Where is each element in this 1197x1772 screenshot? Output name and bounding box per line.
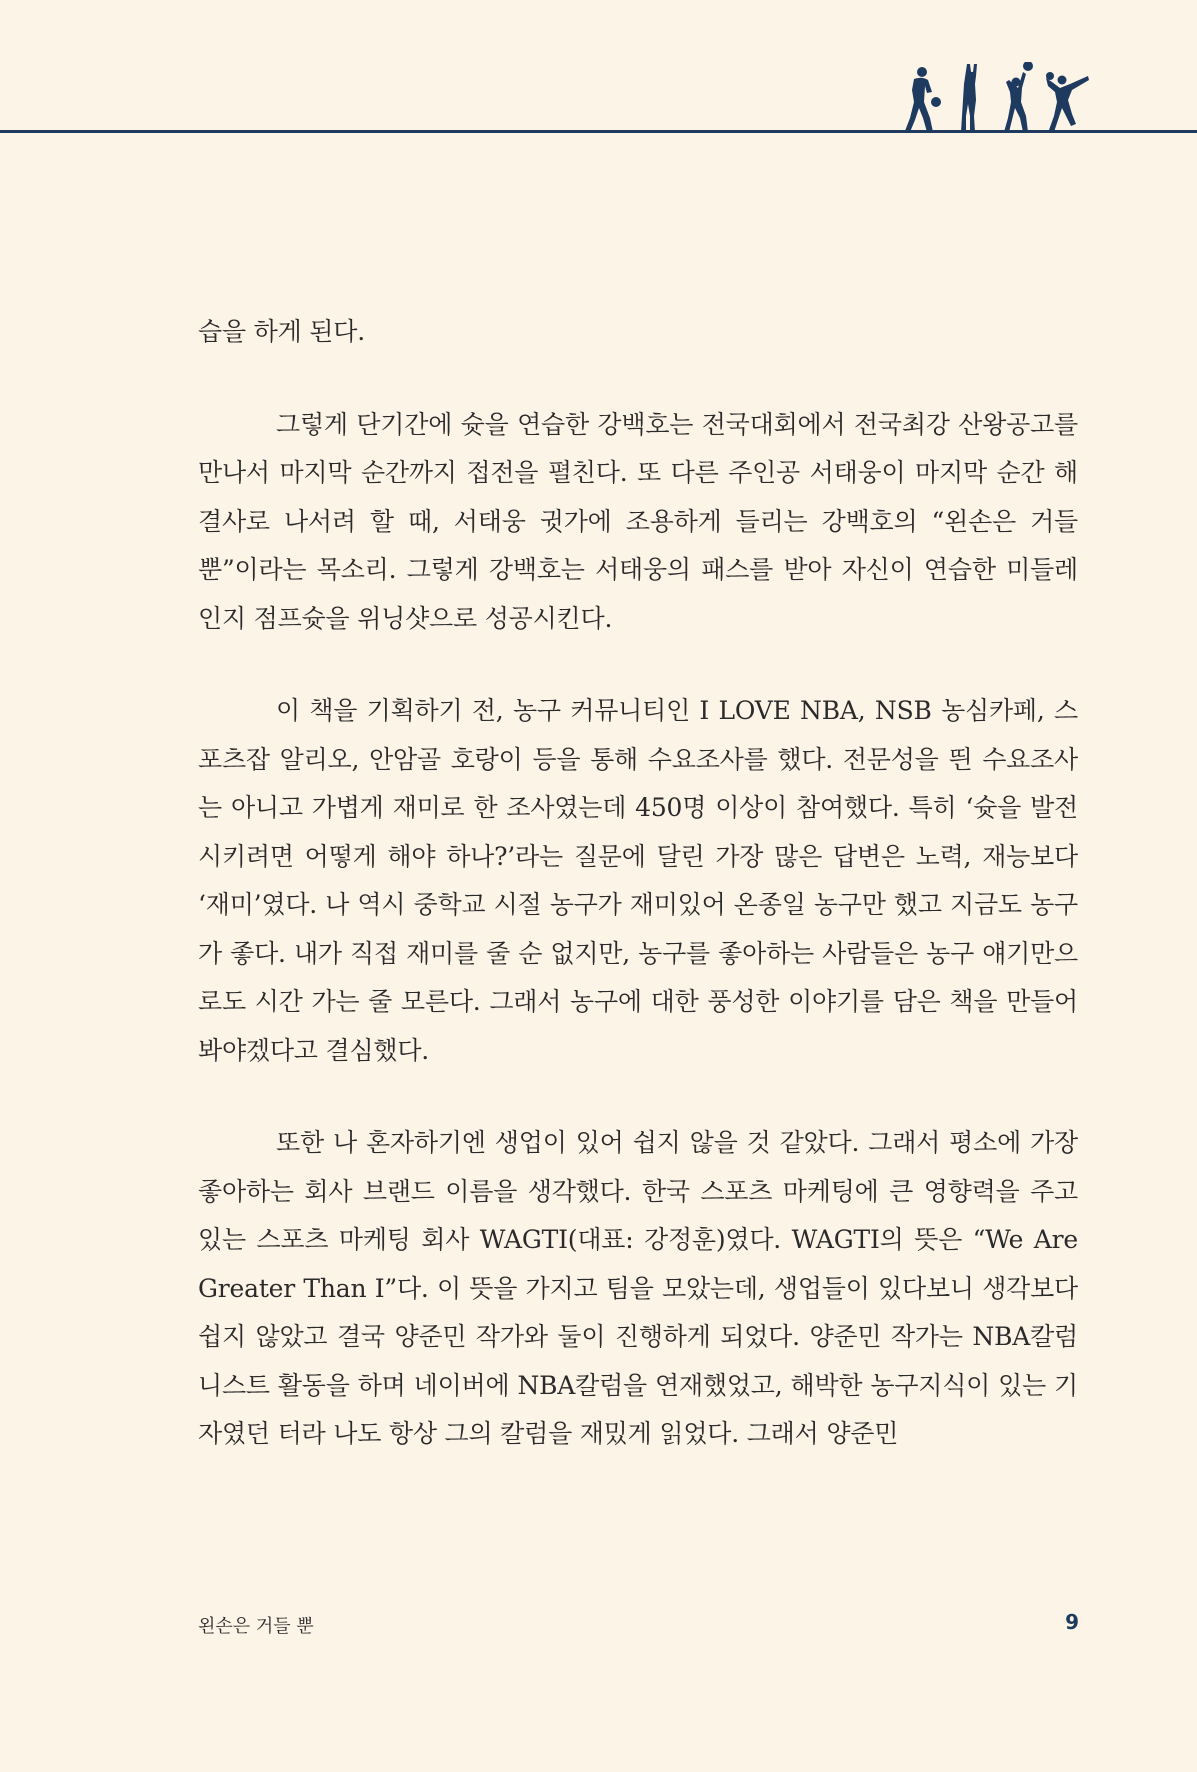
paragraph: 그렇게 단기간에 슛을 연습한 강백호는 전국대회에서 전국최강 산왕공고를 만나서 마지막 순간까지 접전을 펼친다. 또 다른 주인공 서태웅이 마지막 순간 해결사로 나서려 할 때, 서태웅 귓가에 조용하게 들리는 강백호의 “왼손은 거들 뿐”이라는 목소리. 그렇게 강백호는 서태웅의 패스를 받아 자신이 연습한 미들레인지 점프슛을 위닝샷으로 성공시킨다. [198, 409, 1078, 633]
running-footer-title: 왼손은 거들 뿐 [198, 1616, 314, 1637]
body-text [198, 308, 1078, 1459]
basketball-player-jumping-icon [961, 64, 977, 132]
basketball-player-dribbling-icon [905, 67, 941, 132]
paragraph: 또한 나 혼자하기엔 생업이 있어 쉽지 않을 것 같았다. 그래서 평소에 가장 좋아하는 회사 브랜드 이름을 생각했다. 한국 스포츠 마케팅에 큰 영향력을 주고 있는 스포츠 마케팅 회사 WAGTI(대표: 강정훈)였다. WAGTI의 뜻은 “We Are Greater Than I”다. 이 뜻을 가지고 팀을 모았는데, 생업들이 있다보니 생각보다 쉽지 않았고 결국 양준민 작가와 둘이 진행하게 되었다. 양준민 작가는 NBA칼럼니스트 활동을 하며 네이버에 NBA칼럼을 연재했었고, 해박한 농구지식이 있는 기자였던 터라 나도 항상 그의 칼럼을 재밌게 읽었다. 그래서 양준민 [198, 1128, 1078, 1448]
basketball-player-dunking-icon [1046, 72, 1089, 132]
page-number: 9 [1065, 1610, 1079, 1634]
paragraph: 습을 하게 된다. [198, 317, 365, 346]
paragraph: 이 책을 기획하기 전, 농구 커뮤니티인 I LOVE NBA, NSB 농심카페, 스포츠잡 알리오, 안암골 호랑이 등을 통해 수요조사를 했다. 전문성을 띈 수요조사는 아니고 가볍게 재미로 한 조사였는데 450명 이상이 참여했다. 특히 ‘슛을 발전시키려면 어떻게 해야 하나?’라는 질문에 달린 가장 많은 답변은 노력, 재능보다 ‘재미’였다. 나 역시 중학교 시절 농구가 재미있어 온종일 농구만 했고 지금도 농구가 좋다. 내가 직접 재미를 줄 순 없지만, 농구를 좋아하는 사람들은 농구 얘기만으로도 시간 가는 줄 모른다. 그래서 농구에 대한 풍성한 이야기를 담은 책을 만들어 봐야겠다고 결심했다. [198, 696, 1078, 1065]
basketball-player-shooting-icon [1004, 62, 1033, 132]
header-decoration [900, 62, 1120, 134]
